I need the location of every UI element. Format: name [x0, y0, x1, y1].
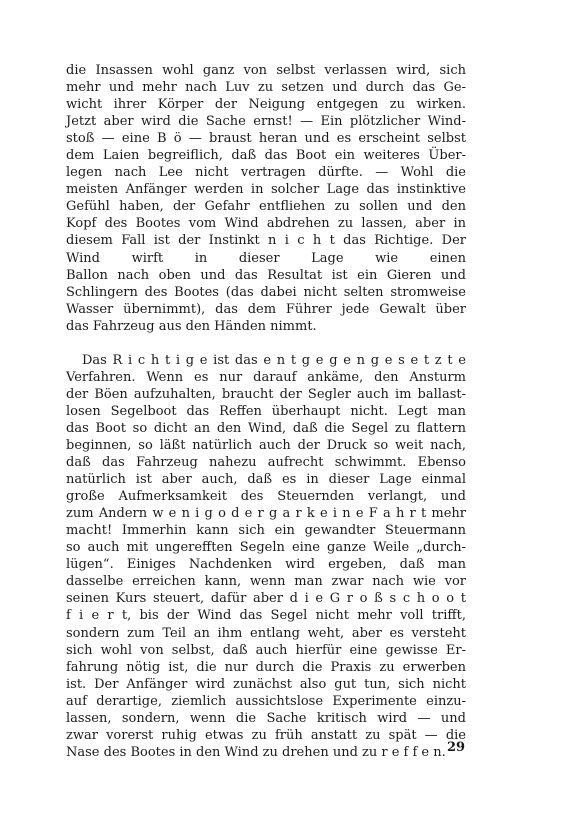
text-line: legen nach Lee nicht vertragen dürfte. — Wohl die — [66, 165, 466, 181]
page-number: 29 — [447, 740, 466, 755]
text-line: die Insassen wohl ganz von selbst verlassen wird, sich — [66, 63, 466, 78]
text-line: macht! Immerhin kann sich ein gewandter Steuermann — [66, 523, 466, 539]
text-line: seinen Kurs steuert, dafür aber d i e G r o ß s c h o o t — [66, 591, 466, 607]
text-line: meisten Anfänger werden in solcher Lage das instinktive — [66, 182, 466, 198]
text-line: lassen, sondern, wenn die Sache kritisch wird — und — [66, 710, 466, 726]
text-line: große Aufmerksamkeit des Steuernden verlangt, und — [66, 489, 466, 505]
text-line: zwar vorerst ruhig etwas zu früh anstatt zu spät — die — [66, 727, 466, 743]
text-line: das Boot so dicht an den Wind, daß die Segel zu flattern — [66, 420, 466, 436]
page-text — [66, 62, 466, 761]
text-line: Kopf des Bootes vom Wind abdrehen zu lassen, aber in — [66, 216, 466, 232]
paragraph-2 — [66, 352, 466, 761]
text-line: Ballon nach oben und das Resultat ist ein Gieren und — [66, 267, 466, 283]
text-line: mehr und mehr nach Luv zu setzen und durch das Ge- — [66, 80, 466, 96]
paragraph-gap — [66, 335, 466, 352]
text-line: sich wohl von selbst, daß auch hierfür eine gewisse Er- — [66, 642, 466, 658]
text-line: diesem Fall ist der Instinkt n i c h t das Richtige. Der — [66, 233, 466, 249]
text-line: Schlingern des Bootes (das dabei nicht selten stromweise — [66, 284, 466, 300]
text-line: daß das Fahrzeug nahezu aufrecht schwimmt. Ebenso — [66, 455, 466, 471]
text-line: losen Segelboot das Reffen überhaupt nicht. Legt man — [66, 403, 466, 419]
text-line: dasselbe erreichen kann, wenn man zwar nach wie vor — [66, 574, 466, 590]
text-line: f i e r t, bis der Wind das Segel nicht mehr voll trifft, — [66, 608, 466, 624]
text-line: zum Andern w e n i g o d e r g a r k e i n e F a h r t mehr — [66, 506, 466, 522]
text-line: stoß — eine B ö — braust heran und es erscheint selbst — [66, 131, 466, 147]
text-line: Wind wirft in dieser Lage wie einen — [66, 250, 466, 266]
paragraph-1 — [66, 62, 466, 335]
text-line: der Böen aufzuhalten, braucht der Segler auch im ballast- — [66, 386, 466, 402]
text-line: auf derartige, ziemlich aussichtslose Experimente einzu- — [66, 693, 466, 709]
text-line: fahrung nötig ist, die nur durch die Praxis zu erwerben — [66, 659, 466, 675]
text-line: das Fahrzeug aus den Händen nimmt. — [66, 318, 317, 334]
text-line: sondern zum Teil an ihm entlang weht, aber es versteht — [66, 625, 466, 641]
text-line: Das R i c h t i g e ist das e n t g e g e n g e s e t z t e — [82, 352, 466, 368]
text-line: Gefühl haben, der Gefahr entfliehen zu sollen und den — [66, 199, 466, 215]
text-line: Jetzt aber wird die Sache ernst! — Ein plötzlicher Wind- — [66, 114, 466, 130]
text-line: Verfahren. Wenn es nur darauf ankäme, den Ansturm — [66, 369, 466, 385]
text-line: ist. Der Anfänger wird zunächst also gut tun, sich nicht — [66, 676, 466, 692]
text-line: Nase des Bootes in den Wind zu drehen und zu r e f f e n. — [66, 744, 446, 760]
text-line: natürlich ist aber auch, daß es in dieser Lage einmal — [66, 472, 466, 488]
text-line: lügen“. Einiges Nachdenken wird ergeben, daß man — [66, 557, 466, 573]
text-line: beginnen, so läßt natürlich auch der Druck so weit nach, — [66, 437, 466, 453]
text-line: dem Laien begreiflich, daß das Boot ein weiteres Über- — [66, 148, 466, 164]
text-line: Wasser übernimmt), das dem Führer jede Gewalt über — [66, 301, 466, 317]
text-line: so auch mit ungerefften Segeln eine ganze Weile „durch- — [66, 540, 466, 556]
text-line: wicht ihrer Körper der Neigung entgegen zu wirken. — [66, 97, 466, 113]
